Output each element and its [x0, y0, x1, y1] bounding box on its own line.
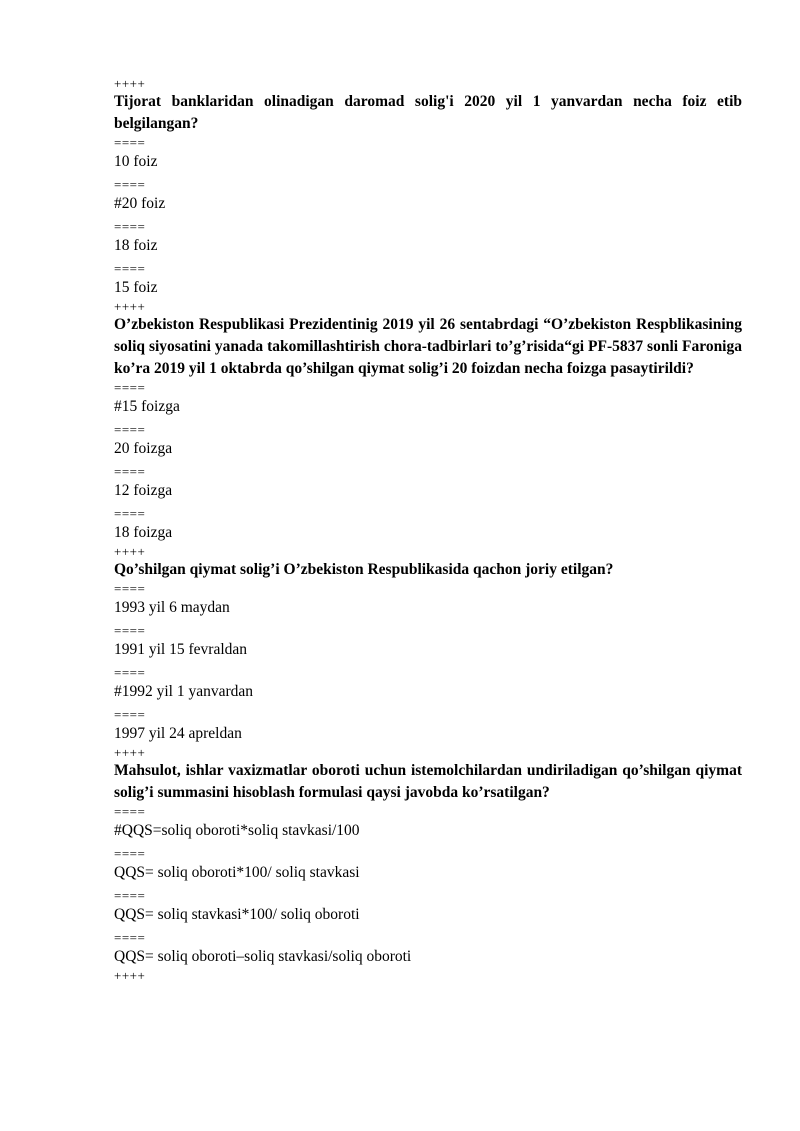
- equals-separator: ====: [114, 506, 146, 521]
- answer-option: 18 foizga: [114, 524, 173, 541]
- question-text: Qo’shilgan qiymat solig’i O’zbekiston Respublikasida qachon joriy etilgan?: [114, 561, 614, 578]
- answer-option: 1993 yil 6 maydan: [114, 599, 230, 616]
- equals-separator: ====: [114, 177, 146, 192]
- equals-separator: ====: [114, 888, 146, 903]
- answer-option: #15 foizga: [114, 398, 180, 415]
- answer-option: 1991 yil 15 fevraldan: [114, 641, 248, 658]
- equals-separator: ====: [114, 665, 146, 680]
- equals-separator: ====: [114, 380, 146, 395]
- question-text: Mahsulot, ishlar vaxizmatlar oboroti uchun istemolchilardan undiriladigan qo’shilgan qiymat solig’i summasini hisoblash formulasi qaysi javobda ko’rsatilgan?: [114, 762, 742, 801]
- equals-separator: ====: [114, 422, 146, 437]
- equals-separator: ====: [114, 930, 146, 945]
- equals-separator: ====: [114, 846, 146, 861]
- question-text: O’zbekiston Respublikasi Prezidentinig 2019 yil 26 sentabrdagi “O’zbekiston Respblikasining soliq siyosatini yanada takomillashtirish chora-tadbirlari to’g’risida“gi PF-5837 sonli Faroniga ko’ra 2019 yil 1 oktabrda qo’shilgan qiymat solig’i 20 foizdan necha foizga pasaytirildi?: [114, 316, 742, 377]
- equals-separator: ====: [114, 804, 146, 819]
- plus-separator: ++++: [114, 76, 146, 91]
- equals-separator: ====: [114, 219, 146, 234]
- answer-option: #20 foiz: [114, 195, 166, 212]
- answer-option: #QQS=soliq oboroti*soliq stavkasi/100: [114, 822, 360, 839]
- equals-separator: ====: [114, 464, 146, 479]
- answer-option: #1992 yil 1 yanvardan: [114, 683, 254, 700]
- answer-option: 10 foiz: [114, 153, 158, 170]
- plus-separator: ++++: [114, 544, 146, 559]
- question-text: Tijorat banklaridan olinadigan daromad solig'i 2020 yil 1 yanvardan necha foiz etib belgilangan?: [114, 93, 742, 132]
- plus-separator: ++++: [114, 299, 146, 314]
- answer-option: 15 foiz: [114, 279, 158, 296]
- answer-option: QQS= soliq oboroti*100/ soliq stavkasi: [114, 864, 360, 881]
- equals-separator: ====: [114, 261, 146, 276]
- answer-option: 20 foizga: [114, 440, 173, 457]
- answer-option: 18 foiz: [114, 237, 158, 254]
- plus-separator: ++++: [114, 745, 146, 760]
- answer-option: QQS= soliq stavkasi*100/ soliq oboroti: [114, 906, 360, 923]
- plus-separator: ++++: [114, 968, 146, 983]
- equals-separator: ====: [114, 623, 146, 638]
- document-page: [114, 76, 742, 983]
- equals-separator: ====: [114, 581, 146, 596]
- answer-option: 12 foizga: [114, 482, 173, 499]
- equals-separator: ====: [114, 707, 146, 722]
- answer-option: 1997 yil 24 apreldan: [114, 725, 242, 742]
- answer-option: QQS= soliq oboroti–soliq stavkasi/soliq oboroti: [114, 948, 412, 965]
- equals-separator: ====: [114, 135, 146, 150]
